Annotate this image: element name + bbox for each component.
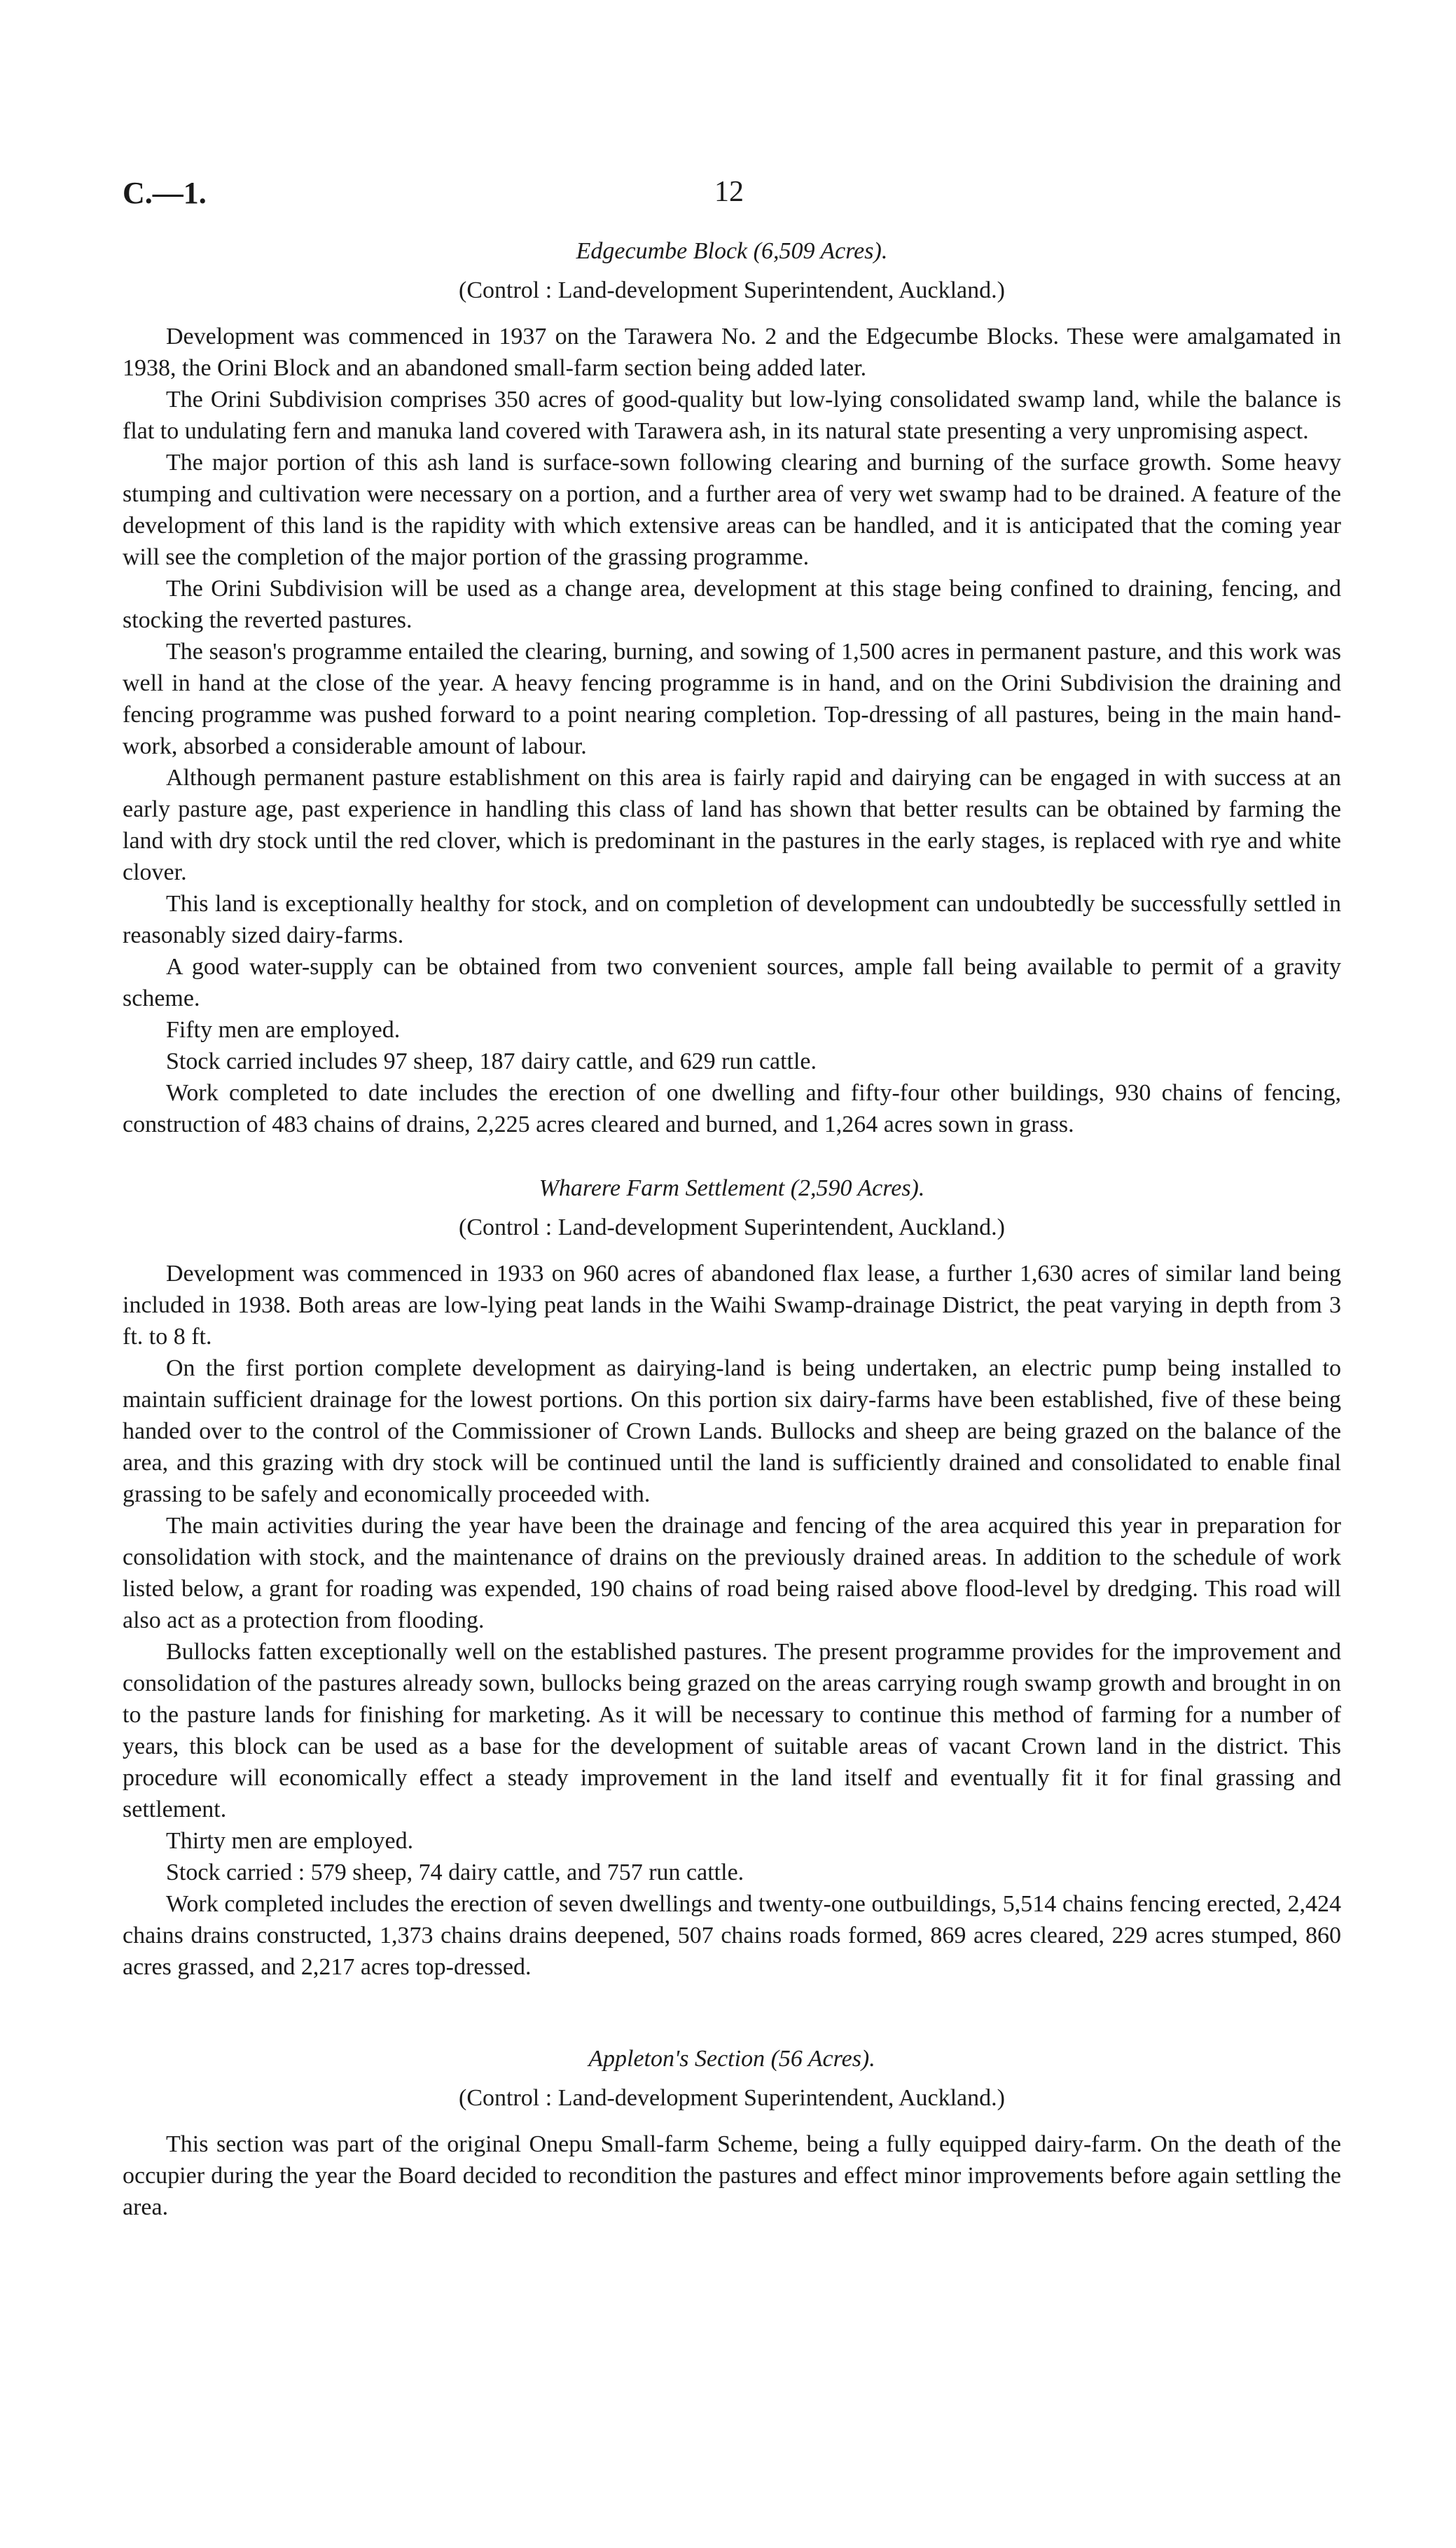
paragraph: A good water-supply can be obtained from two convenient sources, ample fall being available to permit of a gravity scheme. bbox=[123, 954, 1341, 1011]
paragraph: This section was part of the original Onepu Small-farm Scheme, being a fully equipped dairy-farm. On the death of the occupier during the year the Board decided to recondition the pastures and effect minor improvements before again settling the area. bbox=[123, 2131, 1341, 2220]
paragraph: Development was commenced in 1933 on 960 acres of abandoned flax lease, a further 1,630 acres of similar land being included in 1938. Both areas are low-lying peat lands in the Waihi Swamp-drainage District, the peat varying in depth from 3 ft. to 8 ft. bbox=[123, 1261, 1341, 1350]
section-title: Appleton's Section (56 Acres). bbox=[588, 2046, 875, 2072]
paragraph: This land is exceptionally healthy for stock, and on completion of development can undoubtedly be successfully settled in reasonably sized dairy-farms. bbox=[123, 891, 1341, 948]
section-edgecumbe-block bbox=[123, 238, 1341, 1140]
paragraph: Thirty men are employed. bbox=[166, 1828, 414, 1854]
control-line: (Control : Land-development Superintendent, Auckland.) bbox=[459, 1214, 1005, 1240]
paragraph: Fifty men are employed. bbox=[166, 1017, 401, 1043]
control-line: (Control : Land-development Superintendent, Auckland.) bbox=[459, 2085, 1005, 2111]
paragraph: Work completed to date includes the erection of one dwelling and fifty-four other buildings, 930 chains of fencing, construction of 483 chains of drains, 2,225 acres cleared and burned, and 1,264 acres sown in grass. bbox=[123, 1080, 1341, 1137]
paragraph: The main activities during the year have been the drainage and fencing of the area acquired this year in preparation for consolidation with stock, and the maintenance of drains on the previously drained areas. In addition to the schedule of work listed below, a grant for roading was expended, 190 chains of road being raised above flood-level by dredging. This road will also act as a protection from flooding. bbox=[123, 1513, 1341, 1633]
paragraph: The season's programme entailed the clearing, burning, and sowing of 1,500 acres in permanent pasture, and this work was well in hand at the close of the year. A heavy fencing programme is in hand, and on the Orini Subdivision the draining and fencing programme was pushed forward to a point nearing completion. Top-dressing of all pastures, being in the main hand-work, absorbed a considerable amount of labour. bbox=[123, 639, 1341, 759]
section-title: Wharere Farm Settlement (2,590 Acres). bbox=[539, 1175, 925, 1201]
section-wharere-farm-settlement bbox=[123, 1175, 1341, 1983]
paragraph: Stock carried : 579 sheep, 74 dairy cattle, and 757 run cattle. bbox=[166, 1860, 744, 1885]
paragraph: Stock carried includes 97 sheep, 187 dairy cattle, and 629 run cattle. bbox=[166, 1048, 817, 1074]
paragraph: Bullocks fatten exceptionally well on the established pastures. The present programme provides for the improvement and consolidation of the pastures already sown, bullocks being grazed on the areas carrying rough swamp growth and brought in on to the pasture lands for finishing for marketing. As it will be necessary to continue this method of farming for a number of years, this block can be used as a base for the development of suitable areas of vacant Crown land in the district. This procedure will economically effect a steady improvement in the land itself and eventually fit it for final grassing and settlement. bbox=[123, 1639, 1341, 1822]
page-number: 12 bbox=[714, 176, 744, 208]
section-title: Edgecumbe Block (6,509 Acres). bbox=[576, 238, 888, 264]
paragraph: On the first portion complete development as dairying-land is being undertaken, an electric pump being installed to maintain sufficient drainage for the lowest portions. On this portion six dairy-farms have been established, five of these being handed over to the control of the Commissioner of Crown Lands. Bullocks and sheep are being grazed on the balance of the area, and this grazing with dry stock will be continued until the land is sufficiently drained and consolidated to enable final grassing to be safely and economically proceeded with. bbox=[123, 1355, 1341, 1507]
document-page bbox=[123, 175, 1341, 2223]
section-appletons-section bbox=[123, 2046, 1341, 2223]
page-header bbox=[123, 175, 1341, 224]
control-line: (Control : Land-development Superintendent, Auckland.) bbox=[459, 277, 1005, 303]
paragraph: The Orini Subdivision comprises 350 acres of good-quality but low-lying consolidated swamp land, while the balance is flat to undulating fern and manuka land covered with Tarawera ash, in its natural state presenting a very unpromising aspect. bbox=[123, 387, 1341, 444]
document-reference: C.—1. bbox=[123, 176, 207, 210]
paragraph: Development was commenced in 1937 on the Tarawera No. 2 and the Edgecumbe Blocks. These were amalgamated in 1938, the Orini Block and an abandoned small-farm section being added later. bbox=[123, 324, 1341, 381]
paragraph: Work completed includes the erection of seven dwellings and twenty-one outbuildings, 5,514 chains fencing erected, 2,424 chains drains constructed, 1,373 chains drains deepened, 507 chains roads formed, 869 acres cleared, 229 acres stumped, 860 acres grassed, and 2,217 acres top-dressed. bbox=[123, 1891, 1341, 1980]
paragraph: The major portion of this ash land is surface-sown following clearing and burning of the surface growth. Some heavy stumping and cultivation were necessary on a portion, and a further area of very wet swamp had to be drained. A feature of the development of this land is the rapidity with which extensive areas can be handled, and it is anticipated that the coming year will see the completion of the major portion of the grassing programme. bbox=[123, 450, 1341, 570]
paragraph: Although permanent pasture establishment on this area is fairly rapid and dairying can be engaged in with success at an early pasture age, past experience in handling this class of land has shown that better results can be obtained by farming the land with dry stock until the red clover, which is predominant in the pastures in the early stages, is replaced with rye and white clover. bbox=[123, 765, 1341, 885]
paragraph: The Orini Subdivision will be used as a change area, development at this stage being confined to draining, fencing, and stocking the reverted pastures. bbox=[123, 576, 1341, 633]
